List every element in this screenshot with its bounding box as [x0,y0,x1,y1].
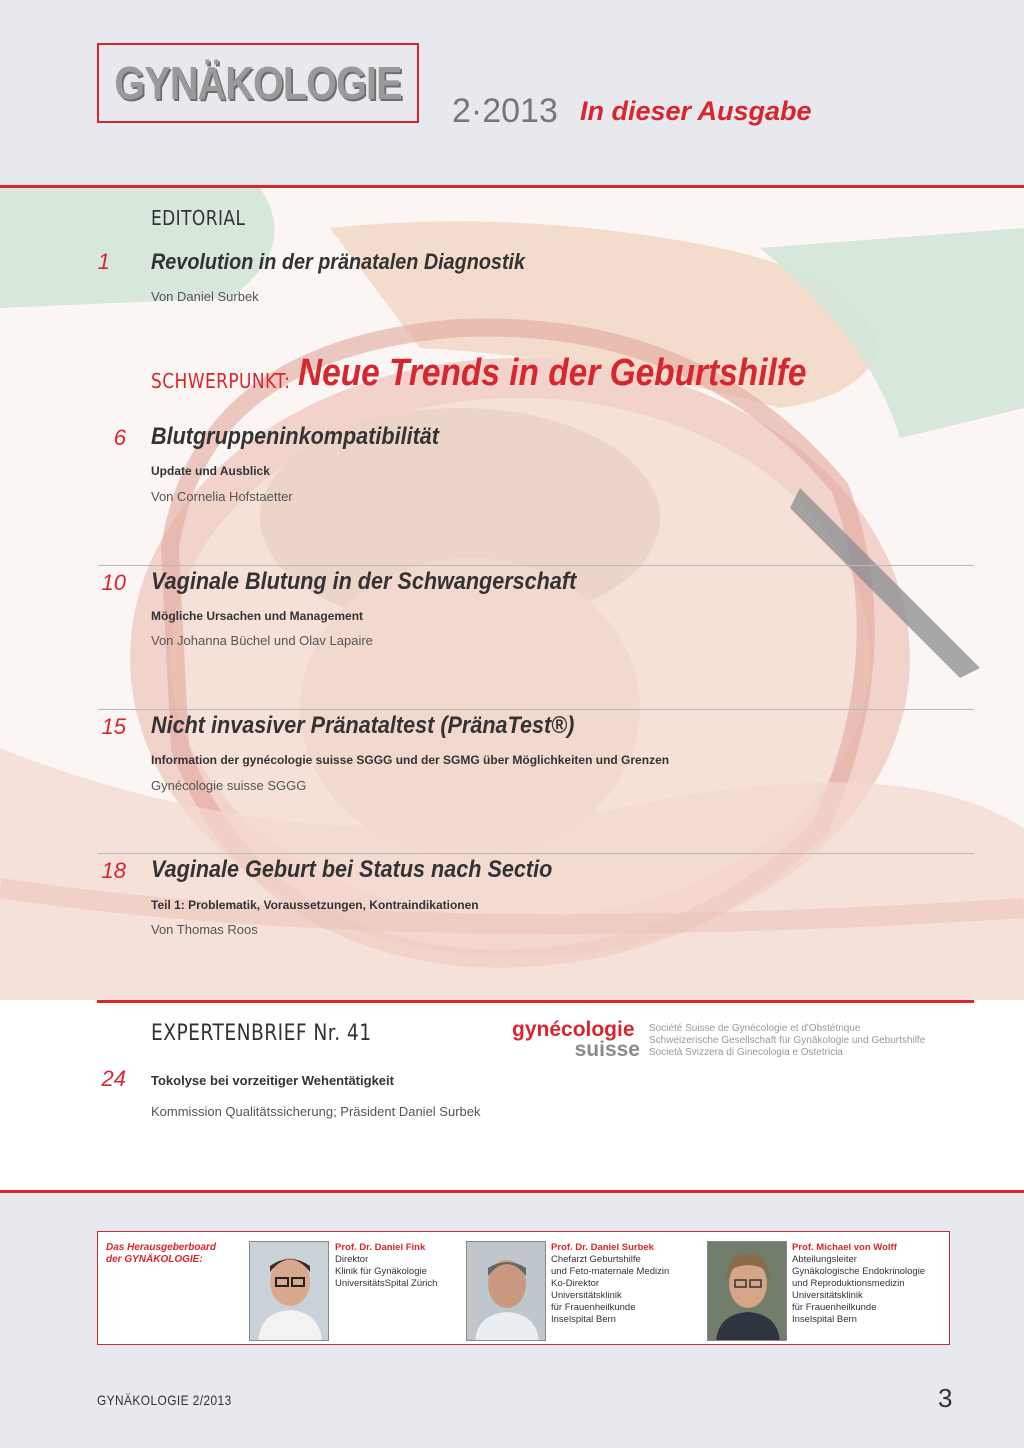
member-line: UniversitätsSpital Zürich [335,1278,438,1289]
schwerpunkt-label: SCHWERPUNKT: [151,369,291,393]
issue-number: 2·2013 [452,92,558,130]
member-line: Klinik für Gynäkologie [335,1266,427,1277]
member-line: für Frauenheilkunde [792,1302,877,1313]
member-name: Prof. Dr. Daniel Fink [335,1242,426,1253]
expertenbrief-author: Kommission Qualitätssicherung; Präsident Daniel Surbek [151,1104,481,1119]
footer-page-number: 3 [938,1383,953,1413]
logo-line: Société Suisse de Gynécologie et d'Obstétrique [649,1023,861,1034]
article-title[interactable]: Vaginale Blutung in der Schwangerschaft [151,568,577,595]
footer-rule [0,1190,1024,1193]
schwerpunkt-theme: Neue Trends in der Geburtshilfe [298,352,807,394]
member-name: Prof. Michael von Wolff [792,1242,897,1253]
header-rule [0,185,1024,188]
article-subtitle: Update und Ausblick [151,464,270,478]
footer-journal: GYNÄKOLOGIE 2/2013 [97,1392,232,1408]
member-line: Ko-Direktor [551,1278,600,1289]
article-page: 10 [101,570,126,595]
member-line: Direktor [335,1254,369,1265]
article-author: Von Johanna Büchel und Olav Lapaire [151,633,373,648]
board-member [335,1242,437,1290]
portrait-photo [466,1241,546,1341]
member-name: Prof. Dr. Daniel Surbek [551,1242,654,1253]
editorial-board [97,1231,950,1345]
member-line: und Reproduktionsmedizin [792,1278,905,1289]
gynecologie-suisse-logo [512,1018,640,1062]
expertenbrief-heading: EXPERTENBRIEF Nr. 41 [151,1021,372,1046]
portrait-photo [249,1241,329,1341]
issue-label: In dieser Ausgabe [580,96,812,126]
article-author: Gynécologie suisse SGGG [151,778,307,793]
member-line: Universitätsklinik [551,1290,622,1301]
member-line: Universitätsklinik [792,1290,863,1301]
logo-word-gynecologie: gynécologie [512,1018,635,1041]
editorial-heading: EDITORIAL [151,206,246,230]
member-line: Chefarzt Geburtshilfe [551,1254,641,1265]
portrait-photo [707,1241,787,1341]
article-title[interactable]: Blutgruppeninkompatibilität [151,423,439,450]
editorial-page: 1 [97,249,110,274]
board-label-line: Das Herausgeberboard [106,1242,217,1253]
expertenbrief-page: 24 [101,1066,126,1091]
member-line: Abteilungsleiter [792,1254,857,1265]
divider [98,853,974,854]
article-title[interactable]: Vaginale Geburt bei Status nach Sectio [151,856,553,883]
article-author: Von Thomas Roos [151,922,258,937]
journal-logo-text: GYNÄKOLOGIE [114,57,402,109]
board-label-line: der GYNÄKOLOGIE: [106,1254,203,1265]
article-author: Von Cornelia Hofstaetter [151,489,293,504]
article-title[interactable]: Nicht invasiver Pränataltest (PränaTest®) [151,712,575,739]
article-page: 6 [113,425,126,450]
article-page: 15 [101,714,126,739]
expertenbrief-title[interactable]: Tokolyse bei vorzeitiger Wehentätigkeit [151,1073,394,1088]
logo-line: Schweizerische Gesellschaft für Gynäkologie und Geburtshilfe [649,1035,926,1046]
article-page: 18 [101,858,126,883]
editorial-author: Von Daniel Surbek [151,289,259,304]
member-line: Inselspital Bern [792,1314,857,1325]
board-label [106,1242,216,1266]
divider [98,709,974,710]
member-line: und Feto-maternale Medizin [551,1266,670,1277]
editorial-title[interactable]: Revolution in der pränatalen Diagnostik [151,249,526,274]
member-line: Inselspital Bern [551,1314,616,1325]
divider [98,565,974,566]
journal-logo [97,43,419,123]
article-subtitle: Mögliche Ursachen und Management [151,609,364,623]
article-subtitle: Teil 1: Problematik, Voraussetzungen, Kontraindikationen [151,898,479,912]
logo-word-suisse: suisse [574,1038,640,1061]
member-line: für Frauenheilkunde [551,1302,636,1313]
logo-line: Società Svizzera di Ginecologia e Ostetricia [649,1047,843,1058]
article-subtitle: Information der gynécologie suisse SGGG und der SGMG über Möglichkeiten und Grenzen [151,753,670,767]
member-line: Gynäkologische Endokrinologie [792,1266,926,1277]
board-member [792,1242,925,1326]
board-member [551,1242,669,1326]
section-rule [97,1000,974,1003]
gynecologie-suisse-names [649,1023,925,1059]
